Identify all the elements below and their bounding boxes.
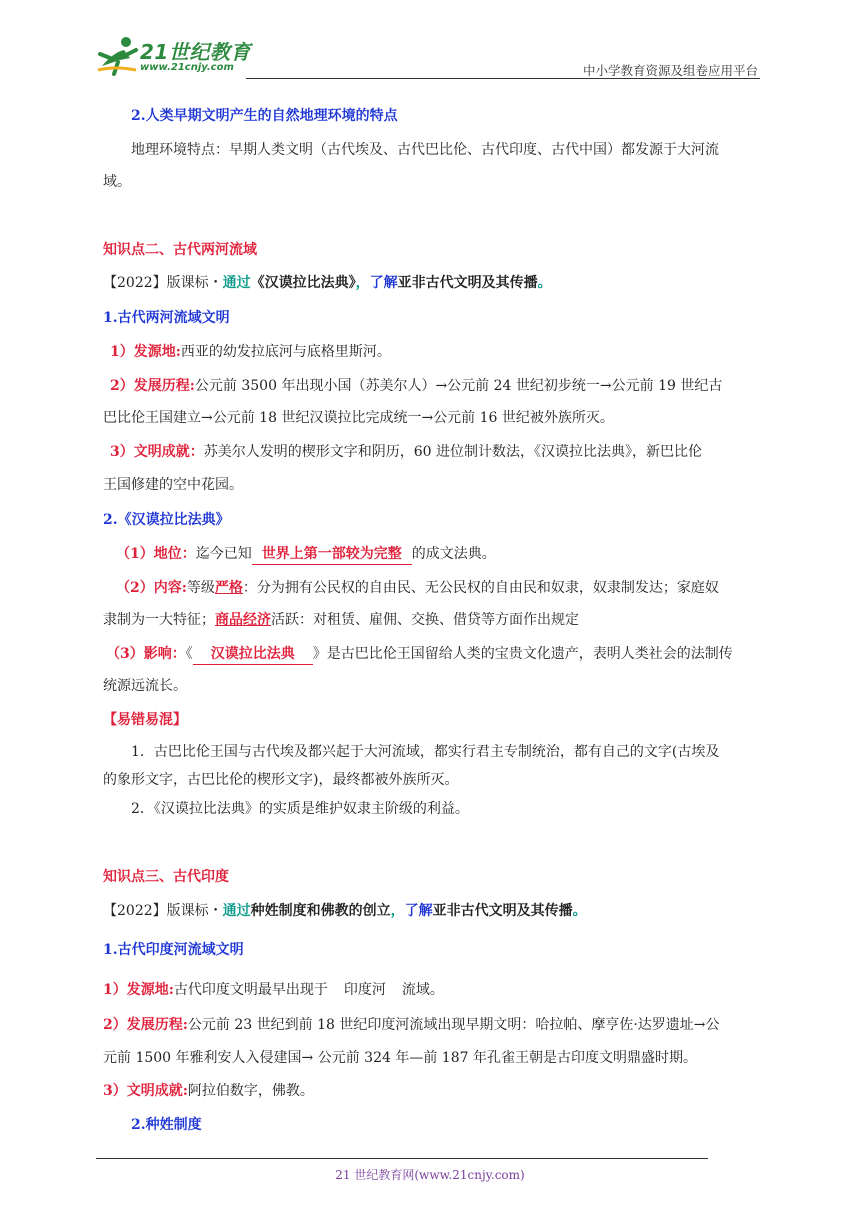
origin-post: 流域。 xyxy=(401,982,444,998)
mistake-item-1-cont: 的象形文字，古巴比伦的楔形文字)，最终都被外族所灭。 xyxy=(103,772,459,788)
content-label: （2）内容: xyxy=(116,580,187,596)
mistake-title: 【易错易混】 xyxy=(103,712,187,728)
mistake-item-1: 1．古巴比伦王国与古代埃及都兴起于大河流域，都实行君主专制统治，都有自己的文字(古埃及 xyxy=(131,744,720,760)
standard-prefix: 【2022】版课标・ xyxy=(103,275,223,291)
mistake-item-2: 2．《汉谟拉比法典》的实质是维护奴隶主阶级的利益。 xyxy=(131,801,469,817)
india-development-line xyxy=(103,1015,720,1035)
development-line xyxy=(110,376,722,396)
impact-rest: 》是古巴比伦王国留给人类的宝贵文化遗产，表明人类社会的法制传 xyxy=(312,646,733,662)
standard-via: 通过 xyxy=(222,275,251,291)
section-title-india: 知识点三、古代印度 xyxy=(103,869,229,885)
status-label: （1）地位： xyxy=(116,546,196,562)
achievement-text: 阿拉伯数字，佛教。 xyxy=(187,1083,314,1099)
development-text: 公元前 3500 年出现小国（苏美尔人）→公元前 24 世纪初步统一→公元前 19 世纪古 xyxy=(194,378,723,394)
status-line xyxy=(116,544,496,565)
footer-text: 21 世纪教育网(www.21cnjy.com) xyxy=(335,1168,525,1182)
runner-icon xyxy=(96,36,140,76)
logo-url: www.21cnjy.com xyxy=(140,62,234,73)
india-achievement-line xyxy=(103,1081,314,1101)
impact-label: （3）影响： xyxy=(106,646,186,662)
origin-label: 1）发源地: xyxy=(110,344,181,360)
achievement-text: 苏美尔人发明的楔形文字和阴历，60 进位制计数法，《汉谟拉比法典》，新巴比伦 xyxy=(203,444,703,460)
origin-pre: 古代印度文明最早出现于 xyxy=(173,982,328,998)
content-l2b: 活跃：对租赁、雇佣、交换、借贷等方面作出规定 xyxy=(271,612,579,628)
heading-hammurabi: 2.《汉谟拉比法典》 xyxy=(103,512,230,528)
achievement-line-2: 王国修建的空中花园。 xyxy=(103,477,243,493)
standard-learn: 了解 xyxy=(404,903,433,919)
standard-topic: 亚非古代文明及其传播 xyxy=(432,903,573,919)
curriculum-standard xyxy=(103,273,552,293)
heading-mesopotamia-civ: 1.古代两河流域文明 xyxy=(103,310,230,326)
content-econ: 商品经济 xyxy=(215,612,271,628)
impact-fill: 汉谟拉比法典 xyxy=(193,644,313,665)
origin-fill: 印度河 xyxy=(343,982,386,998)
paragraph-line: 地理环境特点：早期人类文明（古代埃及、古代巴比伦、古代印度、古代中国）都发源于大河流 xyxy=(131,142,719,158)
footer-divider xyxy=(96,1158,708,1159)
content-l2a: 隶制为一大特征； xyxy=(103,612,215,628)
standard-object: 《汉谟拉比法典》 xyxy=(250,275,356,291)
status-post: 的成文法典。 xyxy=(411,546,496,562)
india-development-line-2: 元前 1500 年雅利安人入侵建国→ 公元前 324 年—前 187 年孔雀王朝是古印度文明鼎盛时期。 xyxy=(103,1050,697,1066)
standard-prefix: 【2022】版课标・ xyxy=(103,903,223,919)
standard-comma: ， xyxy=(390,903,405,919)
status-pre: 迄今已知 xyxy=(195,546,252,562)
content-line-2 xyxy=(103,610,579,630)
india-origin-line xyxy=(103,980,444,1000)
logo-text: 21世纪教育 xyxy=(140,40,251,64)
development-label: 2）发展历程: xyxy=(110,378,195,394)
curriculum-standard-india xyxy=(103,901,587,921)
heading-geo-features: 2.人类早期文明产生的自然地理环境的特点 xyxy=(131,108,398,124)
achievement-label: 3）文明成就: xyxy=(103,1083,188,1099)
development-label: 2）发展历程: xyxy=(103,1017,188,1033)
platform-name: 中小学教育资源及组卷应用平台 xyxy=(582,63,758,78)
achievement-line xyxy=(110,442,702,462)
standard-learn: 了解 xyxy=(369,275,398,291)
development-line-2: 巴比伦王国建立→公元前 18 世纪汉谟拉比完成统一→公元前 16 世纪被外族所灭。 xyxy=(103,410,614,426)
status-fill: 世界上第一部较为完整 xyxy=(252,544,412,565)
page-header xyxy=(96,34,760,80)
paragraph-line: 域。 xyxy=(103,174,131,190)
origin-label: 1）发源地: xyxy=(103,982,174,998)
standard-topic: 亚非古代文明及其传播 xyxy=(397,275,538,291)
header-divider xyxy=(246,78,760,79)
achievement-label: 3）文明成就： xyxy=(110,444,204,460)
standard-object: 种姓制度和佛教的创立 xyxy=(250,903,391,919)
heading-caste-system: 2.种姓制度 xyxy=(131,1117,202,1133)
standard-comma: ， xyxy=(355,275,370,291)
section-title-mesopotamia: 知识点二、古代两河流域 xyxy=(103,242,257,258)
standard-end: 。 xyxy=(572,903,587,919)
content-b: ：分为拥有公民权的自由民、无公民权的自由民和奴隶，奴隶制发达；家庭奴 xyxy=(242,580,719,596)
impact-open: 《 xyxy=(185,646,193,662)
logo xyxy=(96,34,266,80)
content-strict: 严格 xyxy=(214,580,243,596)
standard-via: 通过 xyxy=(222,903,251,919)
origin-line xyxy=(110,342,391,362)
origin-text: 西亚的幼发拉底河与底格里斯河。 xyxy=(180,344,391,360)
impact-line xyxy=(106,644,733,665)
impact-line-2: 统源远流长。 xyxy=(103,678,187,694)
heading-indus-civ: 1.古代印度河流域文明 xyxy=(103,942,244,958)
content-a: 等级 xyxy=(186,580,215,596)
development-text: 公元前 23 世纪到前 18 世纪印度河流域出现早期文明：哈拉帕、摩亨佐·达罗遗址→公 xyxy=(187,1017,720,1033)
standard-end: 。 xyxy=(537,275,552,291)
content-line xyxy=(116,578,719,598)
